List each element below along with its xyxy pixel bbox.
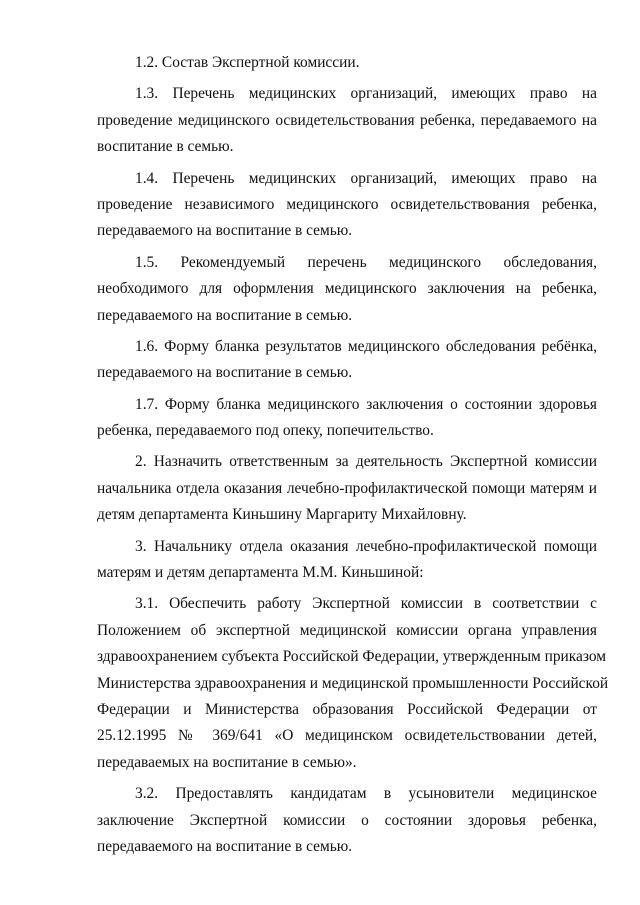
document-body (97, 50, 609, 865)
paragraph-1-7 (97, 392, 597, 445)
paragraph-line: 1.4. Перечень медицинских организаций, имеющих право на (135, 169, 597, 187)
paragraph-line: начальника отдела оказания лечебно-профилактической помощи матерям и (97, 479, 597, 497)
paragraph-3 (97, 534, 597, 587)
paragraph-line: 3. Начальнику отдела оказания лечебно-профилактической помощи (135, 537, 597, 555)
paragraph-line: 1.5. Рекомендуемый перечень медицинского обследования, (135, 253, 597, 271)
paragraph-line: передаваемых на воспитание в семью». (97, 753, 357, 771)
paragraph-2 (97, 449, 597, 528)
paragraph-line: 1.3. Перечень медицинских организаций, имеющих право на (135, 85, 597, 103)
paragraph-1-3 (97, 81, 597, 160)
paragraph-line: проведение независимого медицинского освидетельствования ребенка, (97, 195, 597, 213)
paragraph-line: 25.12.1995 № 369/641 «О медицинском освидетельствовании детей, (97, 727, 597, 745)
paragraph-1-4 (97, 166, 597, 245)
paragraph-line: ребенка, передаваемого под опеку, попечительство. (97, 422, 434, 440)
paragraph-line: передаваемого на воспитание в семью. (97, 364, 353, 382)
paragraph-line: детям департамента Киньшину Маргариту Михайловну. (97, 506, 467, 524)
paragraph-3-1 (97, 591, 609, 776)
paragraph-line: необходимого для оформления медицинского заключения на ребенка, (97, 280, 597, 298)
paragraph-line: передаваемого на воспитание в семью. (97, 222, 353, 240)
paragraph-1-5 (97, 250, 597, 329)
paragraph-3-2 (97, 781, 597, 860)
paragraph-line: передаваемого на воспитание в семью. (97, 306, 353, 324)
paragraph-line: 3.2. Предоставлять кандидатам в усыновители медицинское (135, 785, 597, 803)
paragraph-line: воспитание в семью. (97, 138, 234, 156)
paragraph-line: Положением об экспертной медицинской комиссии органа управления (97, 621, 597, 639)
paragraph-line: 1.2. Состав Экспертной комиссии. (135, 54, 360, 71)
paragraph-line: 1.6. Форму бланка результатов медицинского обследования ребёнка, (135, 337, 597, 355)
paragraph-line: передаваемого на воспитание в семью. (97, 837, 353, 855)
paragraph-line: заключение Экспертной комиссии о состоянии здоровья ребенка, (97, 811, 597, 829)
paragraph-line: матерям и детям департамента М.М. Киньшиной: (97, 564, 424, 582)
paragraph-line: Федерации и Министерства образования Российской Федерации от (97, 700, 597, 718)
paragraph-line: здравоохранением субъекта Российской Федерации, утвержденным приказом (97, 648, 607, 666)
paragraph-1-2 (97, 50, 597, 76)
paragraph-line: 1.7. Форму бланка медицинского заключения о состоянии здоровья (135, 395, 597, 413)
paragraph-line: 3.1. Обеспечить работу Экспертной комиссии в соответствии с (135, 595, 597, 613)
paragraph-line: Министерства здравоохранения и медицинской промышленности Российской (97, 674, 609, 692)
paragraph-line: 2. Назначить ответственным за деятельность Экспертной комиссии (135, 453, 597, 471)
paragraph-1-6 (97, 334, 597, 387)
paragraph-line: проведение медицинского освидетельствования ребенка, передаваемого на (97, 111, 597, 129)
